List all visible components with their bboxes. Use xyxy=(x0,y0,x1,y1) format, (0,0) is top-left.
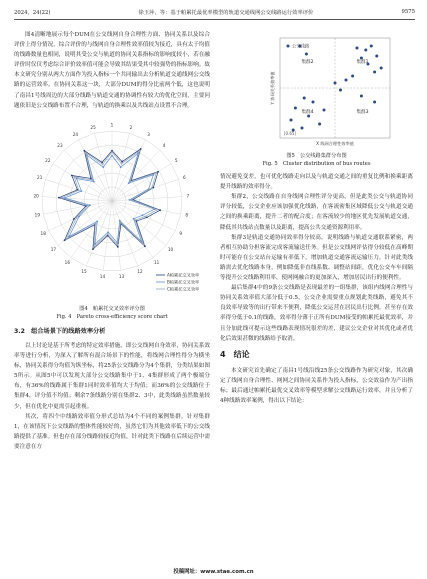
scatter-point xyxy=(345,79,348,82)
radar-axis-label: 15 xyxy=(81,268,87,274)
radar-axis-label: 2 xyxy=(129,124,133,130)
radar-spoke xyxy=(112,163,171,201)
radar-legend-label: A帕累托交叉效率 xyxy=(167,272,200,278)
scatter-x-axis-label: X 线网合理性效率值 xyxy=(316,141,354,146)
radar-point xyxy=(83,150,85,152)
radar-axis-label: 3 xyxy=(147,131,150,137)
radar-point xyxy=(84,151,86,153)
right-paragraph-1: 情况避免变差，也可优化线路走向以及与轨道交通之间的重复比例和换乘距离提升线路的效率得分。 xyxy=(220,174,413,191)
radar-axis-label: 7 xyxy=(186,193,190,199)
radar-point xyxy=(144,215,146,217)
radar-axis-label: 16 xyxy=(64,259,71,265)
scatter-point xyxy=(375,55,378,58)
radar-axis-label: 25 xyxy=(90,124,96,130)
radar-point xyxy=(73,218,75,220)
radar-point xyxy=(65,238,67,240)
radar-point xyxy=(121,161,123,163)
radar-point xyxy=(146,216,148,218)
scatter-point xyxy=(373,101,376,104)
journal-issue: 2024，24(22) xyxy=(14,10,51,16)
cluster-label: 集群2 xyxy=(301,60,314,65)
right-paragraph-5: 本文研究首先确定了南昌1号线沿线25条公交线路作为研究对象，其次确定了线网自身合理性、网网之间协同关系作为投入指标，公交效益作为产出指标；最后通过帕累托最优交叉效率等模型求解公交线路运行效率，并且分析了4种线路效率案例，得出以下结论： xyxy=(220,367,413,405)
scatter-point xyxy=(303,97,306,100)
cluster-label: 集群4 xyxy=(301,110,314,115)
radar-axis-label: 24 xyxy=(72,131,79,137)
radar-point xyxy=(134,219,136,221)
radar-point xyxy=(159,209,161,211)
figure-4-caption-en: Fig. 4 Pareto cross-efficiency score chart xyxy=(56,313,168,320)
radar-point xyxy=(117,244,119,246)
header-rule xyxy=(14,19,415,20)
radar-point xyxy=(101,161,103,163)
radar-spoke xyxy=(49,201,112,231)
radar-spoke xyxy=(112,201,181,214)
right-paragraph-4: 最后集群4中的9条公交线路是表现最差的一组集群，该组内线网合理性与协同关系效率值大部分低于0.5，公交企业需要重点规划此类线路，避免其不良效率导致等的出行带来不便利，降低公交运营在居民出行比例。甚至存在效率得分低于0.1的线路，效率得分薄于正所有DUM接受的帕累托最优效率，并且分加此线可提示这些线路表现情况很差的差，建议公交企业对其优化或者优化后效果甚微的线路给予取消。 xyxy=(220,285,413,342)
radar-axis-label: 11 xyxy=(153,259,160,265)
section-3-2-title: 3.2 组合场景下的线路效率分析 xyxy=(14,327,106,335)
radar-point xyxy=(129,199,131,201)
radar-point xyxy=(102,163,104,165)
figure-5-caption-en: Fig. 5 Cluster distribution of bus routes xyxy=(262,161,371,168)
radar-point xyxy=(71,174,73,176)
radar-axis-label: 12 xyxy=(137,268,143,274)
radar-point xyxy=(91,179,93,181)
radar-point xyxy=(93,245,95,247)
page-header xyxy=(14,6,415,18)
radar-point xyxy=(119,219,121,221)
right-paragraph-3: 集群3是轨道交通协同效率得分较高，说明线路与轨道交通联系紧密，两者相互协助分担客流完成客流输送任务。但是公交线网评估得分较低在高峰期时可能存在公交站台运输有率低下，增加轨道交通客流运输压力，针对此类线路需去优化线路本身，例如降低非直线系数、调整站间距，优化公交车车间隔等提升公交线路利用率，使网网融合的更加深入，增加居民出行的便利性。 xyxy=(220,234,413,282)
radar-point xyxy=(58,197,60,199)
figure-4 xyxy=(14,115,210,321)
radar-chart xyxy=(14,115,210,301)
radar-axis-label: 4 xyxy=(162,142,166,148)
radar-axis-label: 13 xyxy=(118,273,125,279)
radar-point xyxy=(151,187,153,189)
radar-point xyxy=(95,223,97,225)
radar-axis-label: 23 xyxy=(57,142,63,148)
scatter-point xyxy=(290,119,293,122)
scatter-point xyxy=(318,123,321,126)
scatter-point xyxy=(370,45,373,48)
cluster-label: 集群1 xyxy=(356,60,369,65)
scatter-legend-label: 公交线路 xyxy=(292,44,310,50)
radar-spoke xyxy=(112,196,182,200)
scatter-point xyxy=(305,53,308,56)
radar-point xyxy=(61,197,63,199)
radar-point xyxy=(120,166,122,168)
scatter-point xyxy=(294,107,297,110)
radar-point xyxy=(92,248,94,250)
scatter-annotation: [0.65] xyxy=(284,131,297,136)
radar-spoke xyxy=(112,201,175,231)
radar-axis-label: 8 xyxy=(185,212,188,218)
radar-axis-label: 1 xyxy=(110,122,114,128)
scatter-point xyxy=(356,47,359,50)
left-paragraph-3: 其次，将四个中线路效率值分形式总结为4个不同的案例集群。针对集群1，在该情况下公交线路的整体性能较好的，虽然它们为其他效率低下的公交线路提供了基准。但也存在部分线路较接近均值，针对此类下线路在后续运营中需要注意在方 xyxy=(14,413,210,450)
radar-point xyxy=(78,189,80,191)
radar-axis-label: 17 xyxy=(50,246,57,252)
radar-point xyxy=(129,180,131,182)
page-number: 9575 xyxy=(401,9,415,15)
left-column xyxy=(14,30,210,452)
scatter-point xyxy=(360,95,363,98)
radar-legend-label: B帕累托交叉效率 xyxy=(167,279,200,285)
radar-axis-label: 20 xyxy=(33,193,39,199)
scatter-point xyxy=(351,75,354,78)
radar-point xyxy=(131,199,133,201)
left-paragraph-2: 以上讨论是基于所考虑的特定效率措施，即公交线网自身效率，协同关系效率等进行分析，为深入了解所有混合场景下的性能，将线网合理性得分为横坐标，协同关系得分均值为纵坐标，将25条公交线路分为4个集群，分类结果如图5所示。从图5中可以发现大部分公交线路集中于1、4集群形成了两个极端分布，有36%的线路属于集群1同时效率值均大于均值；而36%的公交线路位于集群4，评分值不均值；剩余7条线路分别在集群2、3中，此类线路虽然数量较少，但在优化中更需引起重视。 xyxy=(14,342,210,410)
radar-point xyxy=(76,177,78,179)
radar-axis-label: 10 xyxy=(167,246,174,252)
figure-5 xyxy=(220,30,413,168)
radar-point xyxy=(117,246,119,248)
figure-5-caption-cn: 图5 公交线路集群分布图 xyxy=(286,153,347,160)
radar-spoke xyxy=(43,201,112,214)
radar-point xyxy=(87,204,89,206)
radar-spoke xyxy=(112,201,138,266)
radar-point xyxy=(111,151,113,153)
radar-point xyxy=(144,245,146,247)
left-paragraph-1: 图4清晰地展示每个DUM在公交线网自身合理性方面、协同关系以及综合评价上得分情况，综合评价的与线网自身合理性效率值较为接近，具有太于均值的线路数量也相同，说明其受公交与轨道的协同关系指标的影响度较小，若在融评价时仅仅考虑综合评价效率值可能会导致其结果受其中较强势的指标影响。故本文研究分别从两大方面作为投入指标一个共同输出去分析轨道交通线网公交线路的运营效率。在协同关系这一块，大部分DUM的得分比前两个低，这也说明了南昌1号线周边的大部分线路与轨道交通的协调性有较大的优化空间，主要问题依旧是公交线路布置不合理，与轨道的换乘以及共线站点设置不合理。 xyxy=(14,32,210,109)
radar-axis-label: 6 xyxy=(182,174,186,180)
scatter-point xyxy=(301,127,304,130)
scatter-point xyxy=(323,109,326,112)
radar-point xyxy=(111,154,113,156)
scatter-legend-marker xyxy=(287,45,290,48)
radar-axis-label: 18 xyxy=(40,230,46,236)
radar-point xyxy=(107,233,109,235)
radar-point xyxy=(121,163,123,165)
radar-point xyxy=(96,220,98,222)
radar-point xyxy=(128,182,130,184)
radar-point xyxy=(93,180,95,182)
radar-point xyxy=(143,243,145,245)
radar-axis-label: 19 xyxy=(34,212,41,218)
right-paragraph-2: 集群2，公交线路在自身线网合理性评分更高，但是此类公交与轨道协同评分较低，公交企业应该加强优化线路，在客流密集区域降低公交与轨道交通之间的换乘距离，提升二者的配合度；在客流较少的地区优先发展轨道交通，降低其共线站点数量以及距离，提高公共交通资源利用率。 xyxy=(220,194,413,231)
section-4-title: 4 结论 xyxy=(220,349,250,359)
right-column xyxy=(220,30,413,406)
scatter-y-axis-label: Y 协同关系效率值 xyxy=(270,71,275,105)
running-title: 徐玉萍，等：基于帕累托最优率模型的轨道交通线网公交线路运行效率评价 xyxy=(138,10,314,16)
radar-point xyxy=(107,231,109,233)
scatter-point xyxy=(373,71,376,74)
radar-point xyxy=(73,176,75,178)
radar-point xyxy=(76,217,78,219)
radar-point xyxy=(80,190,82,192)
radar-axis-label: 14 xyxy=(99,273,106,279)
radar-spoke xyxy=(42,196,112,200)
figure-4-caption-cn: 图4 帕累托交叉效率评分图 xyxy=(79,305,145,312)
scatter-chart xyxy=(220,30,413,148)
radar-point xyxy=(89,204,91,206)
radar-axis-label: 5 xyxy=(174,157,178,163)
radar-point xyxy=(156,209,158,211)
footer-url: 投稿网址：www.stae.com.cn xyxy=(173,569,254,575)
radar-point xyxy=(157,171,159,173)
scatter-point xyxy=(339,89,342,92)
scatter-point xyxy=(312,101,315,104)
radar-point xyxy=(120,221,122,223)
radar-axis-label: 22 xyxy=(45,157,51,163)
radar-point xyxy=(64,239,66,241)
scatter-point xyxy=(334,82,337,85)
radar-point xyxy=(139,150,141,152)
radar-spoke xyxy=(53,163,112,201)
cluster-label: 集群3 xyxy=(356,110,369,115)
radar-point xyxy=(133,218,135,220)
radar-axis-label: 21 xyxy=(37,174,43,180)
radar-point xyxy=(140,148,142,150)
radar-point xyxy=(142,214,144,216)
scatter-point xyxy=(380,67,383,70)
scatter-point xyxy=(364,49,367,52)
radar-point xyxy=(102,166,104,168)
radar-axis-label: 9 xyxy=(179,230,183,236)
radar-point xyxy=(155,172,157,174)
radar-legend-label: C帕累托交叉效率 xyxy=(167,286,200,292)
